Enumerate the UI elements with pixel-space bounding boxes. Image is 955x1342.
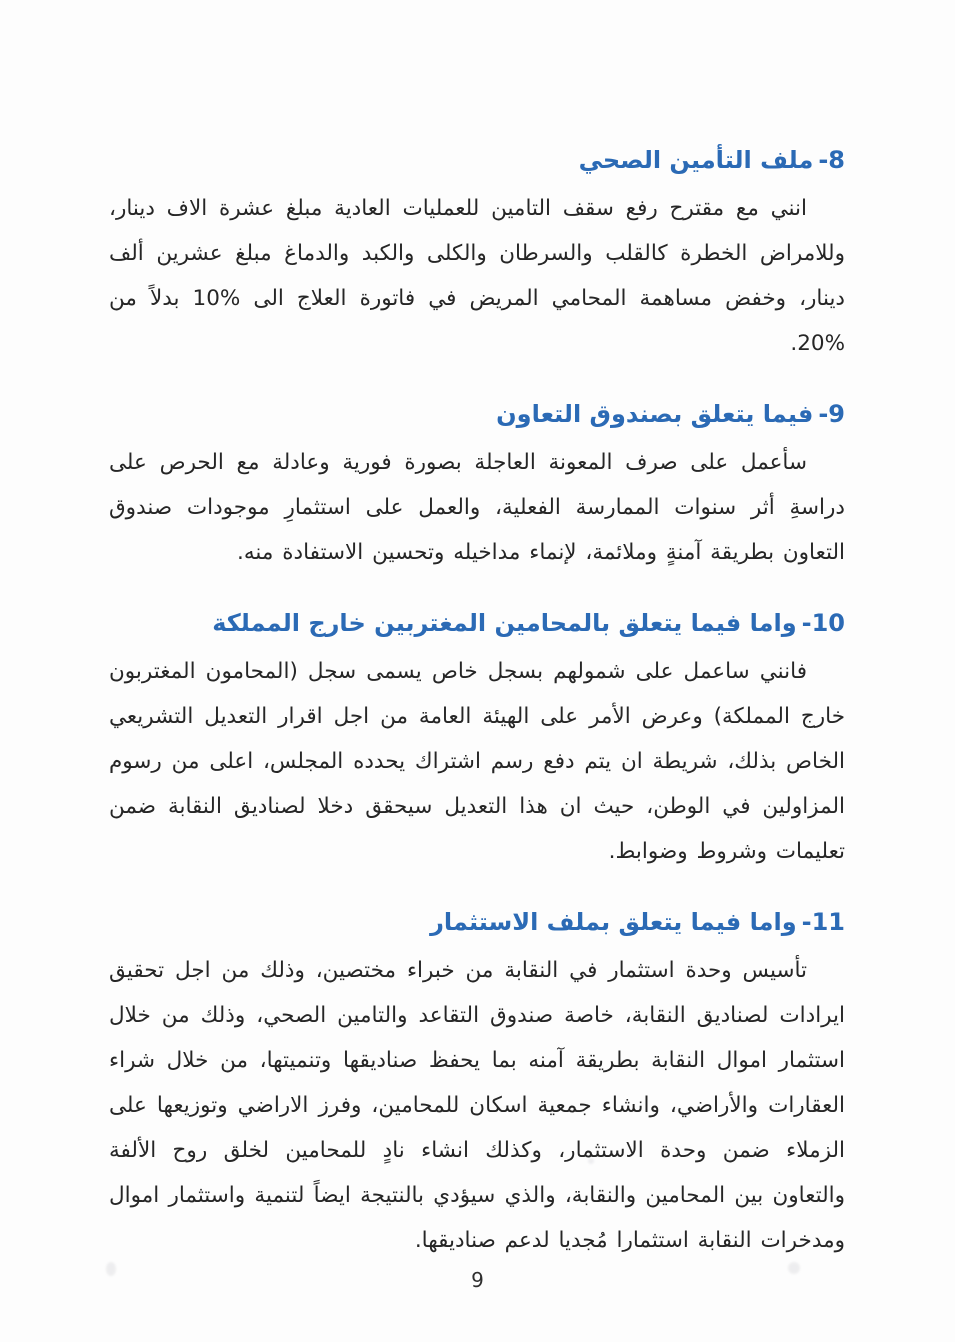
section-title: واما فيما يتعلق بملف الاستثمار <box>430 908 797 936</box>
section-heading <box>109 908 845 936</box>
section-number: 11- <box>801 908 845 936</box>
document-content <box>109 146 845 1263</box>
section-heading <box>109 400 845 428</box>
section-body-text: فانني ساعمل على شمولهم بسجل خاص يسمى سجل (المحامون المغتربون خارج المملكة) وعرض الأمر على الهيئة العامة من اجل اقرار التعديل التشريعي الخاص بذلك، شريطة ان يتم دفع رسم اشتراك يحدده المجلس، اعلى من رسوم المزاولين في الوطن، حيث ان هذا التعديل سيحقق دخلا لصناديق النقابة ضمن تعليمات وشروط وضوابط. <box>109 659 845 864</box>
section-investment-file <box>109 908 845 1263</box>
section-heading <box>109 146 845 174</box>
section-body-text: انني مع مقترح رفع سقف التامين للعمليات العادية مبلغ عشرة الاف دينار، وللامراض الخطرة كالقلب والسرطان والكلى والكبد والدماغ مبلغ عشرين ألف دينار، وخفض مساهمة المحامي المريض في فاتورة العلاج الى %10 بدلاً من %20. <box>109 196 845 356</box>
section-title: ملف التأمين الصحي <box>578 146 814 174</box>
section-number: 9- <box>818 400 845 428</box>
section-number: 8- <box>818 146 845 174</box>
section-body-text: تأسيس وحدة استثمار في النقابة من خبراء مختصين، وذلك من اجل تحقيق ايرادات لصناديق النقابة، خاصة صندوق التقاعد والتامين الصحي، وذلك من خلال استثمار اموال النقابة بطريقة آمنه بما يحفظ صناديقها وتنميتها، من خلال شراء العقارات والأراضي، وانشاء جمعية اسكان للمحامين، وفرز الاراضي وتوزيعها على الزملاء ضمن وحدة الاستثمار، وكذلك انشاء نادٍ للمحامين لخلق روح الألفة والتعاون بين المحامين والنقابة، والذي سيؤدي بالنتيجة ايضاً لتنمية واستثمار اموال ومدخرات النقابة استثمارا مُجديا لدعم صناديقها. <box>109 958 845 1253</box>
section-title: واما فيما يتعلق بالمحامين المغتربين خارج المملكة <box>212 609 797 637</box>
section-heading <box>109 609 845 637</box>
scan-artifact <box>588 1158 594 1164</box>
section-cooperation-fund <box>109 400 845 575</box>
section-expatriate-lawyers <box>109 609 845 874</box>
page-number: 9 <box>471 1268 484 1292</box>
section-health-insurance <box>109 146 845 366</box>
section-number: 10- <box>801 609 845 637</box>
section-title: فيما يتعلق بصندوق التعاون <box>496 400 814 428</box>
section-body-text: سأعمل على صرف المعونة العاجلة بصورة فورية وعادلة مع الحرص على دراسةِ أثر سنوات الممارسة الفعلية، والعمل على استثمارِ موجودات صندوق التعاون بطريقة آمنةٍ وملائمة، لإنماء مداخيله وتحسين الاستفادة منه. <box>109 450 845 565</box>
